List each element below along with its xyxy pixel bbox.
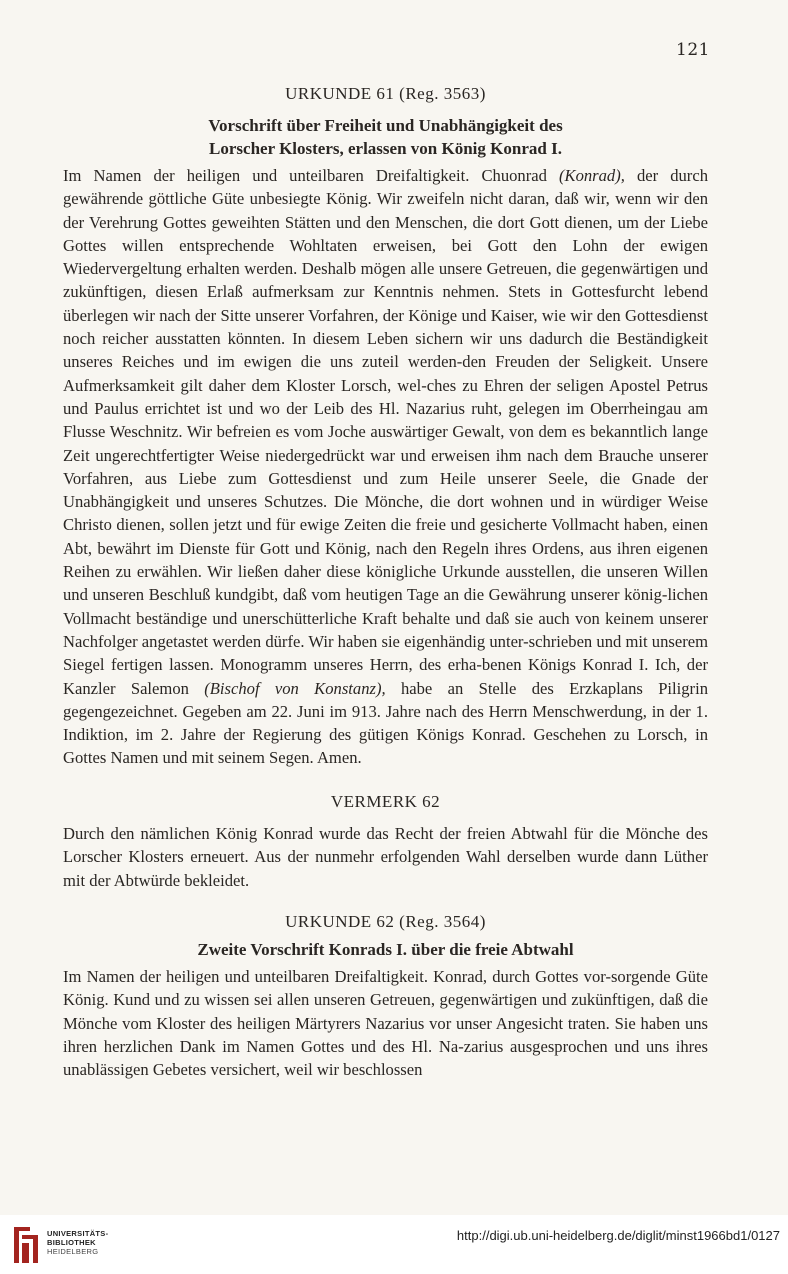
viewer-footer bbox=[0, 1215, 788, 1274]
urkunde-61-title: URKUNDE 61 (Reg. 3563) bbox=[285, 84, 486, 103]
logo-line-2: BIBLIOTHEK bbox=[47, 1238, 96, 1247]
urkunde-61-subtitle bbox=[63, 114, 708, 160]
urkunde-61-subtitle-line1: Vorschrift über Freiheit und Unabhängigkeit des bbox=[208, 116, 563, 135]
urkunde-61-text-a: Im Namen der heiligen und unteilbaren Dreifaltigkeit. Chuonrad bbox=[63, 166, 559, 185]
urkunde-61-italic-konrad: (Konrad), bbox=[558, 166, 625, 185]
vermerk-62-title: VERMERK 62 bbox=[330, 792, 441, 811]
urkunde-61-body bbox=[63, 164, 708, 770]
page-number: 121 bbox=[676, 40, 710, 60]
vermerk-62-paragraph: Durch den nämlichen König Konrad wurde das Recht der freien Abtwahl für die Mönche des Lorscher Klosters erneuert. Aus der nunmehr erfolgenden Wahl derselben wurde dann Lüther mit der Abtwürde bekleidet. bbox=[63, 824, 708, 890]
urkunde-62-title: URKUNDE 62 (Reg. 3564) bbox=[285, 912, 486, 931]
urkunde-62-body bbox=[63, 965, 708, 1081]
vermerk-62-body bbox=[63, 822, 708, 892]
university-library-name bbox=[47, 1229, 108, 1256]
urkunde-61-subtitle-line2: Lorscher Klosters, erlassen von König Konrad I. bbox=[209, 139, 562, 158]
logo-line-3: HEIDELBERG bbox=[47, 1247, 99, 1256]
logo-line-1: UNIVERSITÄTS- bbox=[47, 1229, 109, 1238]
urkunde-62-paragraph: Im Namen der heiligen und unteilbaren Dreifaltigkeit. Konrad, durch Gottes vor-sorgende Güte König. Kund und zu wissen sei allen unseren Getreuen, gegenwärtigen und zukünftigen, daß die Mönche vom Kloster des heiligen Märtyrers Nazarius vor unser Angesicht traten. Sie haben uns ihren herzlichen Dank im Namen Gottes und des Hl. Na-zarius ausgesprochen und uns ihres unablässigen Gebetes versichert, weil wir beschlossen bbox=[63, 967, 708, 1080]
urkunde-61-italic-bischof: (Bischof von Konstanz), bbox=[204, 678, 386, 698]
urkunde-61-text-b: der durch gewährende göttliche Güte unbesiegte König. Wir zweifeln nicht daran, daß wir, wenn wir den der Verehrung Gottes geweihten Stätten und den Menschen, die dort Gott dienen, um der Liebe Gottes willen entsprechende Wohltaten erweisen, bei Gott den Lohn der ewigen Wiedervergeltung erhalten werden. Deshalb mögen alle unsere Getreuen, die gegenwärtigen und zukünftigen, diesen Erlaß aufmerksam zur Kenntnis nehmen. Stets in Gottesfurcht lebend überlegen wir nach der Sitte unserer Vorfahren, der Könige und Kaiser, wie wir den Gottesdienst noch reicher ausstatten könnten. In diesem Leben sichern wir uns dadurch die Beständigkeit unseres Reiches und im ewigen die uns zuteil werden-den Freuden der Seligkeit. Unsere Aufmerksamkeit gilt daher dem Kloster Lorsch, wel-ches zu Ehren der seligen Apostel Petrus und Paulus errichtet ist und wo der Leib des Hl. Nazarius ruht, gelegen im Oberrheingau am Flusse Weschnitz. Wir befreien es vom Joche auswärtiger Gewalt, von dem es bekanntlich lange Zeit ungerechtfertigter Weise niedergedrückt war und erweisen ihm nach dem Brauche unserer Vorfahren, aus Liebe zum Gottesdienst und zum Heile unserer Seele, die Gnade der Unabhängigkeit und unseres Schutzes. Die Mönche, die dort wohnen und in würdiger Weise Christo dienen, sollen jetzt und für ewige Zeiten die freie und gesicherte Vollmacht haben, einen Abt, bewährt im Dienste für Gott und König, nach den Regeln ihres Ordens, aus ihren eigenen Reihen zu erwählen. Wir ließen daher diese königliche Urkunde ausstellen, die unseren Willen und unseren Beschluß kundgibt, daß vom heutigen Tage an die Gewährung unserer könig-lichen Vollmacht beständige und unerschütterliche Kraft behalte und daß sie auch von keinem unserer Nachfolger angetastet werden dürfe. Wir haben sie eigenhändig unter-schrieben und mit unserem Siegel fertigen lassen. Monogramm unseres Herrn, des erha-benen Königs Konrad I. Ich, der Kanzler Salemon bbox=[63, 166, 708, 698]
permalink-url[interactable]: http://digi.ub.uni-heidelberg.de/diglit/minst1966bd1/0127 bbox=[456, 1228, 780, 1243]
urkunde-61-text-c: habe an Stelle des Erzkaplans Piligrin gegengezeichnet. Gegeben am 22. Juni im 913. Jahre nach des Herrn Menschwerdung, in der 1. Indiktion, im 2. Jahre der Regierung des gütigen Königs Konrad. Geschehen zu Lorsch, in Gottes Namen und mit seinem Segen. Amen. bbox=[63, 678, 708, 768]
urkunde-61-paragraph bbox=[63, 164, 708, 770]
urkunde-62-subtitle: Zweite Vorschrift Konrads I. über die freie Abtwahl bbox=[197, 940, 574, 959]
university-library-logo-icon bbox=[10, 1223, 44, 1267]
